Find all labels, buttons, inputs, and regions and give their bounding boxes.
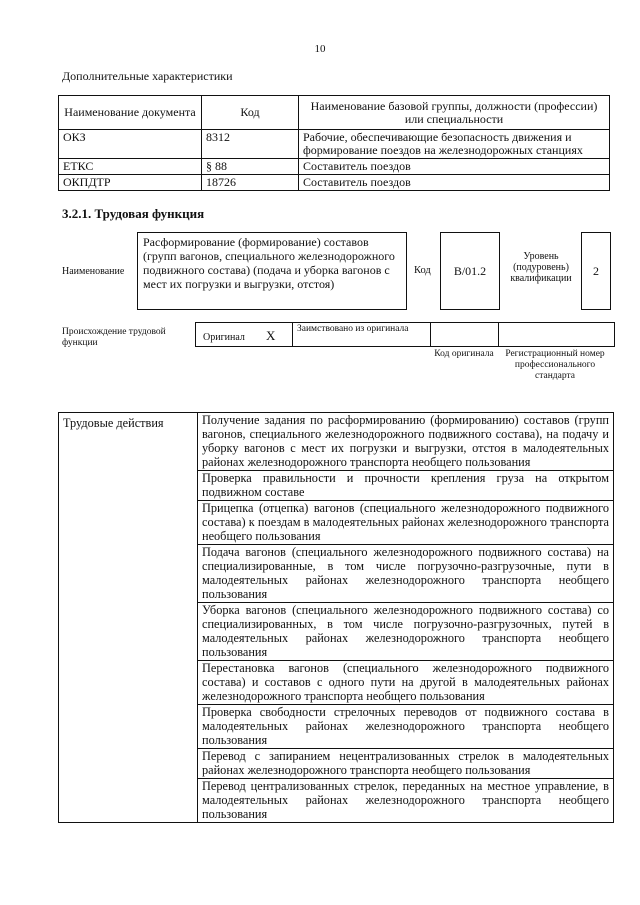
header-document: Наименование документа	[59, 96, 202, 130]
qualification-level-box: 2	[581, 232, 611, 310]
table-row	[59, 159, 610, 175]
origin-code-caption: Код оригинала	[434, 349, 494, 359]
labour-action-item: Перевод с запиранием нецентрализованных стрелок в малодеятельных районах железнодорожного транспорта необщего пользования	[198, 749, 614, 779]
labour-action-item: Проверка свободности стрелочных переводов от подвижного состава в малодеятельных районах железнодорожного транспорта необщего пользования	[198, 705, 614, 749]
labour-action-item: Перестановка вагонов (специального железнодорожного подвижного состава) и составов с одного пути на другой в малодеятельных районах железнодорожного транспорта необщего пользования	[198, 661, 614, 705]
row-doc: ОКПДТР	[59, 175, 202, 191]
function-code-box: B/01.2	[440, 232, 500, 310]
row-code: 8312	[202, 130, 299, 159]
row-code: 18726	[202, 175, 299, 191]
row-name: Рабочие, обеспечивающие безопасность движения и формирование поездов на железнодорожных станциях	[299, 130, 610, 159]
origin-box	[195, 322, 615, 347]
characteristics-header-row	[59, 96, 610, 130]
row-name: Составитель поездов	[299, 159, 610, 175]
divider	[498, 322, 499, 347]
row-doc: ОКЗ	[59, 130, 202, 159]
additional-characteristics-heading: Дополнительные характеристики	[62, 69, 233, 83]
qualification-level-label: Уровень (подуровень) квалификации	[510, 251, 572, 284]
registration-number-caption: Регистрационный номер профессионального стандарта	[505, 349, 605, 381]
characteristics-table	[58, 95, 610, 191]
origin-label: Происхождение трудовой функции	[62, 327, 166, 348]
labour-action-item: Уборка вагонов (специального железнодорожного подвижного состава) со специализированных, в том числе погрузочно-разгрузочных, путей в малодеятельных районах железнодорожного транспорта необщего пользования	[198, 603, 614, 661]
page-number: 10	[314, 43, 326, 55]
origin-borrowed-label: Заимствовано из оригинала	[297, 324, 409, 334]
table-row	[59, 175, 610, 191]
function-code-label: Код	[414, 265, 431, 276]
function-name-box: Расформирование (формирование) составов (групп вагонов, специального железнодорожного подвижного состава) (подача и уборка вагонов с мест их погрузки и выгрузки, отстоя)	[137, 232, 407, 310]
origin-original-mark: X	[266, 328, 276, 343]
labour-action-item: Получение задания по расформированию (формированию) составов (групп вагонов, специального железнодорожного подвижного состава), на подачу и уборку вагонов с мест их погрузки и выгрузки, отстоя в малодеятельных районах железнодорожного транспорта необщего пользования	[198, 413, 614, 471]
origin-original-label: Оригинал	[203, 332, 245, 343]
table-row	[59, 130, 610, 159]
labour-actions-table	[58, 412, 614, 823]
header-code: Код	[202, 96, 299, 130]
divider	[430, 322, 431, 347]
labour-action-item: Подача вагонов (специального железнодорожного подвижного состава) на специализированные, в том числе погрузочно-разгрузочные, пути в малодеятельных районах железнодорожного транспорта необщего пользования	[198, 545, 614, 603]
row-doc: ЕТКС	[59, 159, 202, 175]
header-name: Наименование базовой группы, должности (профессии) или специальности	[299, 96, 610, 130]
labour-actions-label: Трудовые действия	[59, 413, 198, 823]
labour-action-item: Проверка правильности и прочности крепления груза на открытом подвижном составе	[198, 471, 614, 501]
row-code: § 88	[202, 159, 299, 175]
table-row	[59, 413, 614, 471]
row-name: Составитель поездов	[299, 175, 610, 191]
section-title: 3.2.1. Трудовая функция	[62, 206, 205, 221]
divider	[292, 322, 293, 347]
labour-action-item: Перевод централизованных стрелок, переданных на местное управление, в малодеятельных районах железнодорожного транспорта необщего пользования	[198, 779, 614, 823]
labour-action-item: Прицепка (отцепка) вагонов (специального железнодорожного подвижного состава) к поездам в малодеятельных районах железнодорожного транспорта необщего пользования	[198, 501, 614, 545]
function-name-label: Наименование	[62, 266, 125, 277]
